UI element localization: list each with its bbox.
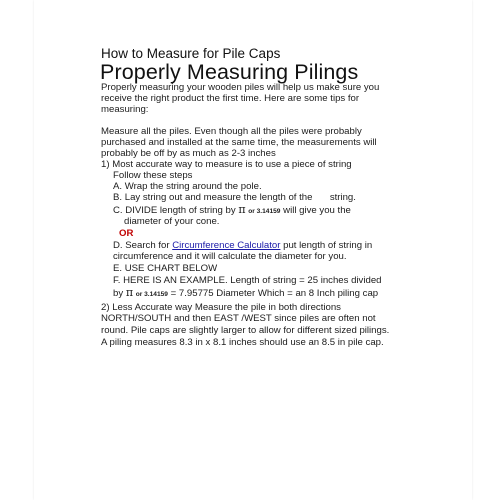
step1-b [113, 193, 356, 203]
step2-line-4: A piling measures 8.3 in x 8.1 inches should use an 8.5 in pile cap. [101, 337, 384, 348]
pi-value: or 3.14159 [248, 208, 281, 215]
step1-a: A. Wrap the string around the pole. [113, 181, 262, 192]
step2-line-1: 2) Less Accurate way Measure the pile in both directions [101, 302, 341, 313]
step1-lead: 1) Most accurate way to measure is to use a piece of string [101, 159, 352, 170]
step1-f-result: = 7.95775 Diameter Which = an 8 Inch piling cap [170, 288, 379, 299]
step1-d-line-2: circumference and it will calculate the diameter for you. [113, 251, 347, 262]
step1-c-line-2: diameter of your cone. [124, 216, 220, 227]
pi-symbol-2: π [125, 286, 134, 299]
step1-d-text-end: put length of string in [283, 240, 373, 251]
step1-c-text: C. DIVIDE length of string by [113, 205, 236, 216]
step1-f: F. HERE IS AN EXAMPLE. Length of string = 25 inches divided [113, 275, 382, 286]
step1-f-line-2 [113, 288, 378, 300]
step1-d [113, 241, 372, 251]
intro-line-1: Properly measuring your wooden piles will help us make sure you [101, 82, 380, 93]
para2-line-3: probably be off by as much as 2-3 inches [101, 148, 276, 159]
pi-symbol: π [238, 203, 246, 216]
step1-follow: Follow these steps [113, 170, 193, 181]
step1-e: E. USE CHART BELOW [113, 263, 218, 274]
intro-line-3: measuring: [101, 104, 149, 115]
step1-b-text: B. Lay string out and measure the length of the [113, 192, 313, 203]
document-heading: How to Measure for Pile Caps [101, 46, 281, 61]
page-title: Properly Measuring Pilings [100, 60, 359, 84]
step2-line-3: round. Pile caps are slightly larger to allow for different sized pilings. [101, 325, 390, 336]
step2-line-2: NORTH/SOUTH and then EAST /WEST since piles are often not [101, 313, 376, 324]
intro-line-2: receive the right product the first time. Here are some tips for [101, 93, 360, 104]
step1-d-text: D. Search for [113, 240, 170, 251]
or-label: OR [119, 228, 134, 239]
circumference-calculator-link[interactable]: Circumference Calculator [172, 240, 281, 251]
para2-line-1: Measure all the piles. Even though all the piles were probably [101, 126, 362, 137]
pi-value-2: or 3.14159 [135, 291, 168, 298]
step1-c-text-end: will give you the [283, 205, 351, 216]
para2-line-2: purchased and installed at the same time, the measurements will [101, 137, 377, 148]
step1-b-text-end: string. [329, 192, 356, 203]
step1-f-by: by [113, 288, 124, 299]
